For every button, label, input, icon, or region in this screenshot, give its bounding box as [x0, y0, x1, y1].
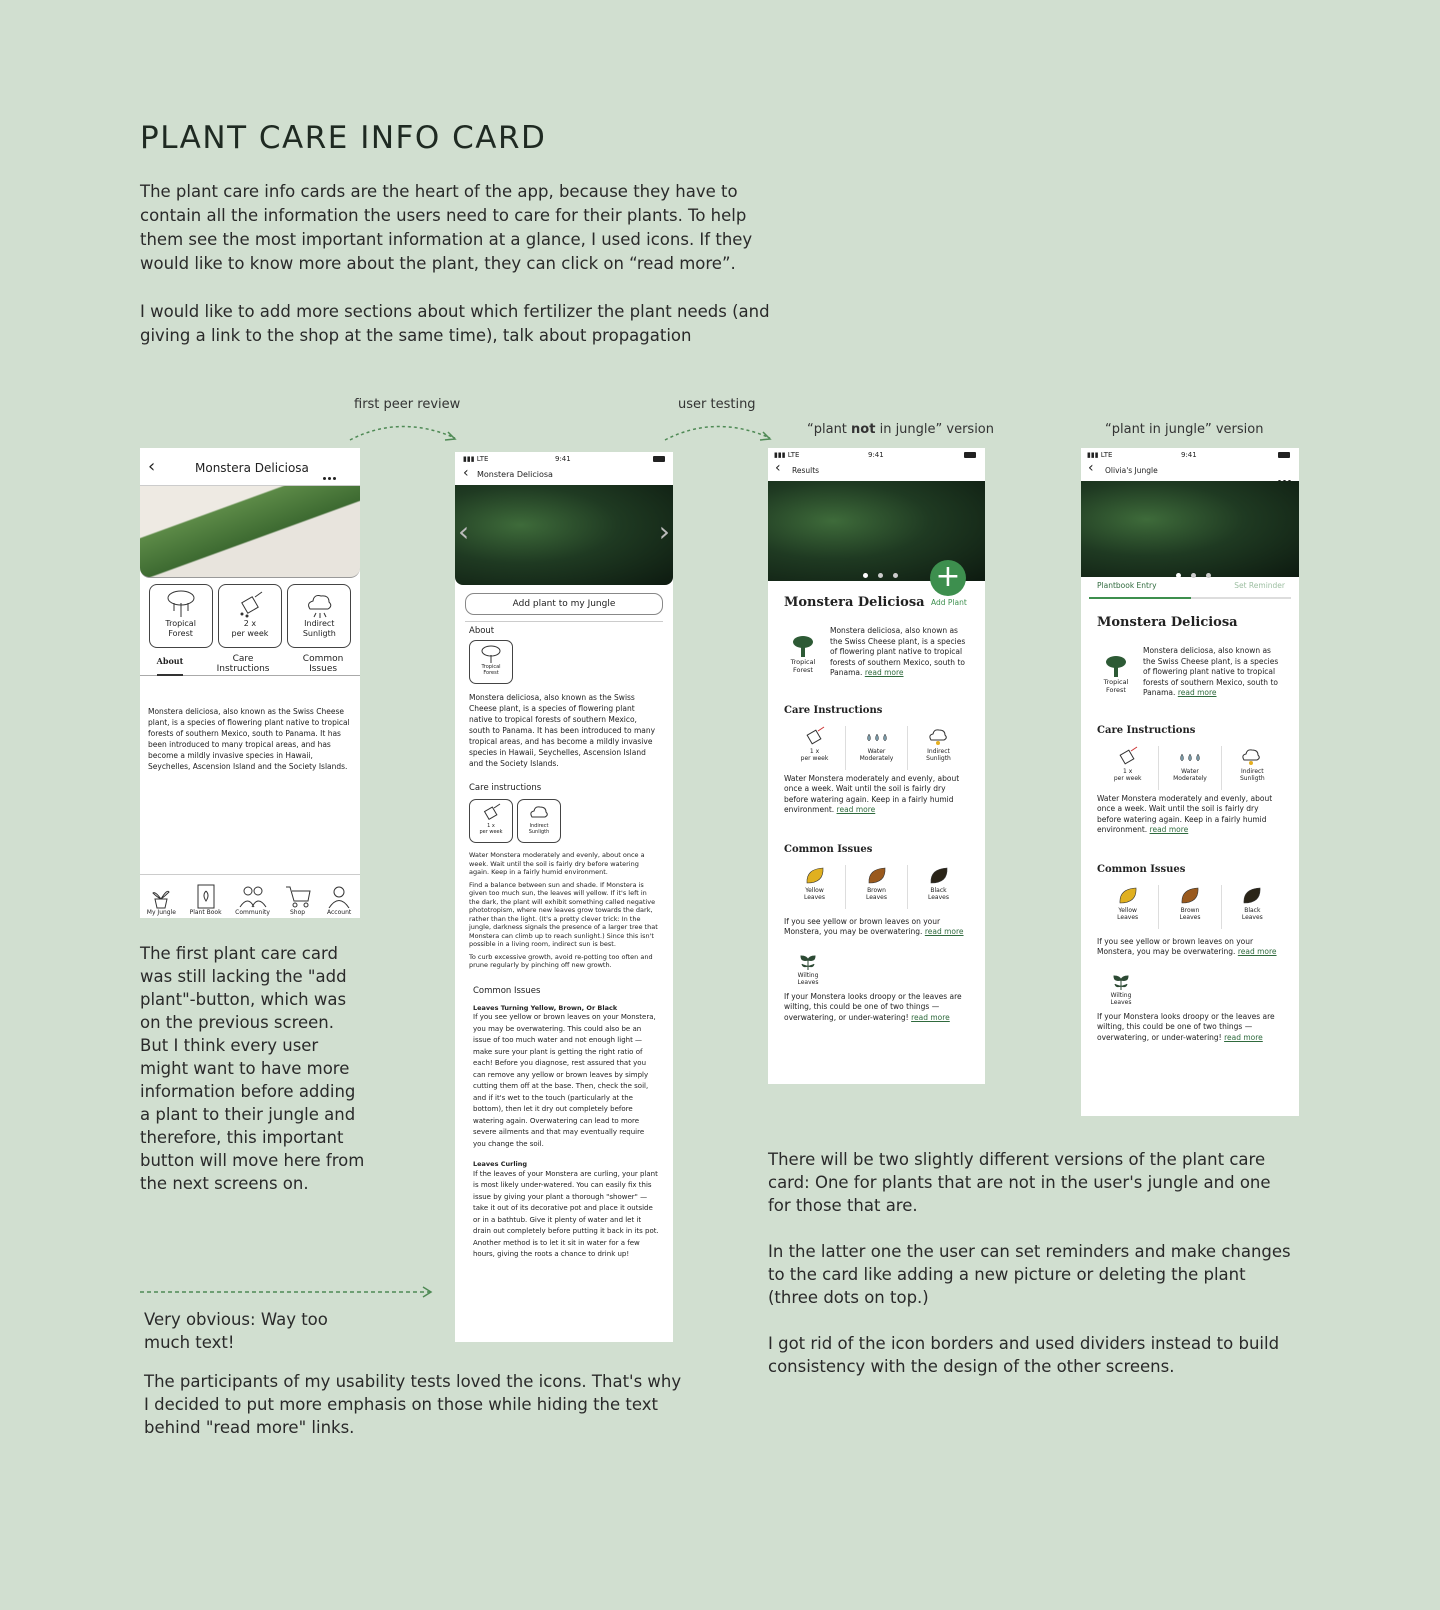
section-issues: Common Issues: [784, 843, 873, 855]
watering-can-icon: [784, 726, 845, 770]
chevron-right-icon[interactable]: ›: [658, 515, 670, 548]
water-drops-icon: [1158, 746, 1220, 790]
screen-in-jungle: [1081, 448, 1299, 1116]
carousel-dots: [858, 563, 903, 582]
status-bar: [455, 452, 673, 485]
plant-title: Monstera Deliciosa: [195, 461, 309, 475]
black-leaf-icon: [1221, 885, 1283, 929]
status-time: 9:41: [1181, 451, 1197, 459]
icon-label: Yellow Leaves: [804, 886, 825, 901]
intro-paragraph: The plant care info cards are the heart of the app, because they have to contain all the information the users need to care for their plants. To help them see the most important information at a glance, I used icons. If they would like to know more about the plant, they can click on “read more”.: [140, 182, 753, 273]
icon-row: [140, 578, 360, 648]
icon-label: Black Leaves: [1241, 906, 1263, 921]
issue-text: If your Monstera looks droopy or the leaves are wilting, this could be one of two things — overwatering, or under-watering! read more: [784, 991, 962, 1022]
back-arrow-icon[interactable]: ‹: [775, 460, 781, 476]
plant-photo: [140, 486, 360, 578]
label-in-jungle: “plant in jungle” version: [1105, 422, 1264, 437]
read-more-link[interactable]: read more: [1224, 1032, 1263, 1042]
icon-label: 2 x per week: [231, 619, 269, 638]
about-row: [784, 626, 969, 679]
screen-header: [140, 448, 360, 486]
nav-label: My Jungle: [146, 909, 176, 916]
note-paragraph: I got rid of the icon borders and used dividers instead to build consistency with the design of the other screens.: [768, 1334, 1280, 1376]
back-arrow-icon[interactable]: ‹: [148, 456, 156, 477]
back-label[interactable]: Olivia's Jungle: [1105, 466, 1158, 475]
issue-text: If your Monstera looks droopy or the leaves are wilting, this could be one of two things — overwatering, or under-watering! read more: [1097, 1011, 1275, 1042]
issue-heading: Leaves Turning Yellow, Brown, Or Black: [473, 1003, 618, 1012]
battery-icon: [1278, 452, 1290, 458]
pot-icon: [149, 883, 173, 909]
status-bar: [1081, 448, 1299, 481]
issue-text: If you see yellow or brown leaves on your Monstera, you may be overwatering. read more: [784, 916, 964, 936]
account-icon: [325, 883, 353, 909]
issue-icons: [784, 865, 969, 909]
nav-shop[interactable]: [284, 883, 312, 916]
note-obvious: Very obvious: Way too much text!: [144, 1310, 328, 1352]
intro: [140, 180, 780, 372]
wilting-leaf-icon: [784, 952, 832, 986]
icon-label: 1 x per week: [800, 747, 829, 762]
signal-icon: ▮▮▮ LTE: [463, 455, 489, 463]
watering-can-icon: [469, 799, 513, 843]
nav-my-jungle[interactable]: [147, 883, 176, 916]
nav-label: Plant Book: [189, 909, 222, 916]
read-more-link[interactable]: read more: [864, 668, 904, 677]
yellow-leaf-icon: [1097, 885, 1158, 929]
black-leaf-icon: [907, 865, 969, 909]
water-drops-icon: [845, 726, 907, 770]
status-time: 9:41: [868, 451, 884, 459]
tab-plantbook-entry[interactable]: Plantbook Entry: [1089, 581, 1191, 599]
icon-label: Wilting Leaves: [797, 971, 819, 986]
label-not-in-jungle: “plant not in jungle” version: [807, 422, 995, 437]
note-paragraph: There will be two slightly different versions of the plant care card: One for plants that are not in the user's jungle and one for those that are.: [768, 1150, 1271, 1215]
care-text: Water Monstera moderately and evenly, about once a week. Wait until the soil is fairly dry before watering again. Keep in a fairly humid environment. read more: [784, 773, 960, 814]
book-icon: [194, 883, 218, 909]
arrow-icon: [660, 418, 780, 446]
cloud-sun-icon: [517, 799, 561, 843]
icon-label: Wilting Leaves: [1110, 991, 1132, 1006]
icon-label: Water Moderately: [1173, 767, 1207, 782]
note-first-card: The first plant care card was still lacking the "add plant"-button, which was on the previous screen. But I think every user might want to have more information before adding a plant to their jungle and therefore, this important button will move here from the next screens on.: [140, 944, 365, 1193]
plant-photo: [1081, 481, 1299, 577]
care-text: Water Monstera moderately and evenly, about once a week. Wait until the soil is fairly dry before watering again. Keep in a fairly humid environment.: [469, 851, 645, 876]
status-bar: [768, 448, 985, 481]
section-issues: Common Issues: [473, 985, 541, 996]
section-issues: Common Issues: [1097, 863, 1186, 875]
watering-can-icon: [1097, 746, 1158, 790]
icon-label: Indirect Sunligth: [528, 823, 550, 835]
tab-bar: [1089, 581, 1291, 599]
nav-label: Shop: [289, 909, 306, 916]
icon-label: Indirect Sunligth: [302, 619, 336, 638]
tree-icon: [469, 640, 513, 684]
about-row: [1097, 646, 1283, 699]
icon-label: Brown Leaves: [866, 886, 887, 901]
signal-icon: ▮▮▮ LTE: [774, 451, 800, 459]
carousel-dots: [1171, 563, 1216, 582]
care-icons: [784, 726, 969, 770]
cart-icon: [284, 883, 312, 909]
read-more-link[interactable]: read more: [1237, 947, 1277, 956]
read-more-link[interactable]: read more: [1177, 688, 1217, 697]
care-text: To curb excessive growth, avoid re-potting too often and prune regularly by pinching off new growth.: [469, 952, 653, 969]
icon-label: Tropical Forest: [1103, 678, 1129, 694]
arrow-icon: [138, 1284, 438, 1300]
screen-first-peer-review: [455, 452, 673, 1342]
about-text: Monstera deliciosa, also known as the Swiss Cheese plant, is a species of flowering plant native to tropical forests of southern Mexico, south to Panama. read more: [830, 626, 966, 677]
label-user-testing: user testing: [678, 397, 756, 412]
back-arrow-icon[interactable]: ‹: [463, 465, 469, 481]
care-text: Water Monstera moderately and evenly, about once a week. Wait until the soil is fairly dry before watering again. Keep in a fairly humid environment. read more: [1097, 793, 1273, 834]
icon-label: Indirect Sunligth: [1239, 767, 1265, 782]
more-dots-icon[interactable]: [322, 465, 337, 484]
status-time: 9:41: [555, 455, 571, 463]
screen-not-in-jungle: [768, 448, 985, 1084]
add-plant-label[interactable]: Add Plant: [931, 598, 967, 607]
about-text: Monstera deliciosa, also known as the Swiss Cheese plant, is a species of flowering plant native to tropical forests of southern Mexico, south to Panama. It has been introduced to many tropical areas, and has become a mildly invasive species in Hawaii, Seychelles, Ascension Island and the Society Islands.: [469, 693, 656, 768]
plant-name: Monstera Deliciosa: [784, 595, 925, 610]
read-more-link[interactable]: read more: [836, 805, 876, 814]
icon-label: Tropical Forest: [790, 658, 816, 674]
read-more-link[interactable]: read more: [1149, 825, 1189, 834]
nav-plant-book[interactable]: [190, 883, 222, 916]
icon-label: Yellow Leaves: [1117, 906, 1139, 921]
cloud-sun-icon: [287, 584, 351, 648]
chevron-left-icon[interactable]: ‹: [458, 515, 470, 548]
plant-photo: [455, 485, 673, 585]
back-label[interactable]: Results: [792, 466, 820, 475]
label-first-peer-review: first peer review: [354, 397, 461, 412]
issue-text: If you see yellow or brown leaves on your Monstera, you may be overwatering. This could also be an issue of too much water and not enough light — make sure your plant is getting the right ratio of each! Before you diagnose, rest assured that you can remove any yellow or brown leaves by simply cutting them off at the base. Then, check the soil, and if it's wet to the touch (particularly at the bottom), then let it dry out completely before watering again. Overwatering can lead to more severe ailments and that may eventually require you change the soil.: [473, 1013, 656, 1148]
cloud-sun-icon: [907, 726, 969, 770]
note-versions: [768, 1148, 1298, 1378]
read-more-link[interactable]: read more: [911, 1012, 950, 1022]
nav-community[interactable]: [235, 883, 270, 916]
tab-set-reminder[interactable]: Set Reminder: [1234, 581, 1285, 590]
icon-label: Brown Leaves: [1179, 906, 1201, 921]
brown-leaf-icon: [1158, 885, 1220, 929]
icon-label: Black Leaves: [928, 886, 949, 901]
section-care: Care Instructions: [1097, 724, 1196, 736]
icon-label: Indirect Sunligth: [926, 747, 951, 762]
note-paragraph: In the latter one the user can set reminders and make changes to the card like adding a new picture or deleting the plant (three dots on top.): [768, 1242, 1291, 1307]
issue-icons: [1097, 885, 1283, 929]
tree-icon: [1097, 646, 1135, 699]
battery-icon: [964, 452, 976, 458]
page-title: PLANT CARE INFO CARD: [140, 120, 547, 156]
icon-label: 1 x per week: [479, 823, 503, 835]
back-arrow-icon[interactable]: ‹: [1088, 460, 1094, 476]
watering-can-icon: [218, 584, 282, 648]
nav-account[interactable]: [325, 883, 353, 916]
care-icons: [1097, 746, 1283, 790]
yellow-leaf-icon: [784, 865, 845, 909]
tree-icon: [784, 626, 822, 679]
cloud-sun-icon: [1221, 746, 1283, 790]
read-more-link[interactable]: read more: [924, 927, 964, 936]
tab-common-issues[interactable]: Common Issues: [302, 654, 344, 674]
icon-label: Tropical Forest: [481, 664, 501, 676]
bottom-nav: [140, 874, 360, 918]
icon-label: Tropical Forest: [165, 619, 196, 638]
about-text: Monstera deliciosa, also known as the Swiss Cheese plant, is a species of flowering plant native to tropical forests of southern Mexico, south to Panama. It has been introduced to many tropical areas, and has become a mildly invasive species in Hawaii, Seychelles, Ascension Island and the Society Islands.: [148, 707, 350, 771]
section-care: Care instructions: [469, 783, 542, 793]
wilting-leaf-icon: [1097, 972, 1145, 1006]
note-participants: The participants of my usability tests loved the icons. That's why I decided to put more emphasis on those while hiding the text behind "read more" links.: [144, 1372, 682, 1437]
section-about: About: [469, 626, 495, 636]
icon-label: Water Moderately: [859, 747, 894, 762]
issue-text: If you see yellow or brown leaves on your Monstera, you may be overwatering. read more: [1097, 936, 1277, 956]
icon-label: 1 x per week: [1113, 767, 1142, 782]
signal-icon: ▮▮▮ LTE: [1087, 451, 1113, 459]
add-plant-button[interactable]: Add plant to my Jungle: [465, 593, 663, 615]
issue-text: If the leaves of your Monstera are curling, your plant is most likely under-watered. You can easily fix this issue by giving your plant a thorough "shower" — take it out of its decorative pot and place it outside or in a bathtub. Give it plenty of water and let it drain out completely before putting it back in its pot. Another method is to let it sit in water for a few hours, giving the roots a chance to drink up!: [473, 1169, 659, 1258]
intro-paragraph: I would like to add more sections about which fertilizer the plant needs (and giving a link to the shop at the same time), talk about propagation: [140, 302, 770, 345]
tree-icon: [149, 584, 213, 648]
care-text: Find a balance between sun and shade. If Monstera is given too much sun, the leaves will yellow. If it's left in the dark, the plant will exhibit something called negative phototropism, where new leaves grow towards the dark, rather than the light. (It's a pretty clever trick: In the jungle, darkness signals the presence of a larger tree that Monstera can climb up to reach sunlight.) Since this isn't possible in a living room, indirect sun is best.: [469, 880, 658, 948]
arrow-icon: [345, 418, 465, 446]
tab-about[interactable]: About: [157, 654, 184, 676]
battery-icon: [653, 456, 665, 462]
issue-heading: Leaves Curling: [473, 1160, 528, 1168]
nav-label: Account: [327, 909, 352, 916]
about-text: Monstera deliciosa, also known as the Swiss Cheese plant, is a species of flowering plant native to tropical forests of southern Mexico, south to Panama. read more: [1143, 646, 1279, 697]
back-label[interactable]: Monstera Deliciosa: [477, 470, 553, 479]
plant-name: Monstera Deliciosa: [1097, 615, 1238, 630]
screen-first-draft: [140, 448, 360, 918]
nav-label: Community: [235, 909, 270, 916]
tab-care-instructions[interactable]: Care Instructions: [216, 654, 270, 674]
add-plant-icon[interactable]: +: [930, 560, 966, 596]
tab-bar: [140, 648, 360, 676]
section-care: Care Instructions: [784, 704, 883, 716]
people-icon: [238, 883, 268, 909]
brown-leaf-icon: [845, 865, 907, 909]
